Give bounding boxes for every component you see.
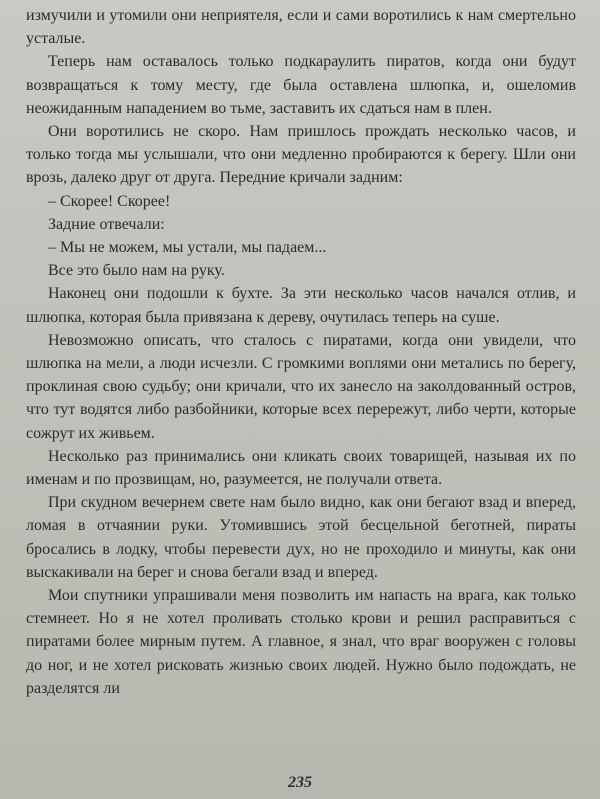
paragraph-6: Наконец они подошли к бухте. За эти несколько часов начался отлив, и шлюпка, которая была привязана к дереву, очутилась теперь на суше.: [26, 285, 576, 326]
body-text: [26, 4, 576, 700]
paragraph-2: Теперь нам оставалось только подкараулить пиратов, когда они будут возвращаться к тому месту, где была оставлена шлюпка, и, ошеломив неожиданным нападением во тьме, заставить их сдаться нам в плен.: [26, 53, 576, 117]
paragraph-1: измучили и утомили они неприятеля, если и сами воротились к нам смертельно усталые.: [26, 7, 576, 48]
paragraph-4: Задние отвечали:: [48, 215, 165, 233]
paragraph-3: Они воротились не скоро. Нам пришлось прождать несколько часов, и только тогда мы услышали, что они медленно пробираются к берегу. Шли они врозь, далеко друг от друга. Передние кричали задним:: [26, 123, 576, 187]
paragraph-8: Несколько раз принимались они кликать своих товарищей, называя их по именам и по прозвищам, но, разумеется, не получали ответа.: [26, 447, 576, 489]
paragraph-5: Все это было нам на руку.: [48, 262, 225, 280]
dialogue-line-2: – Мы не можем, мы устали, мы падаем...: [48, 239, 327, 257]
dialogue-line-1: – Скорее! Скорее!: [48, 192, 171, 210]
paragraph-9: При скудном вечернем свете нам было видно, как они бегают взад и вперед, ломая в отчаянии руки. Утомившись этой бесцельной беготней, пираты бросались в лодку, чтобы перевести дух, но не проходило и минуты, как они выскакивали на берег и снова бегали взад и вперед.: [26, 494, 576, 581]
paragraph-10: Мои спутники упрашивали меня позволить им напасть на врага, как только стемнеет. Но я не хотел проливать столько крови и решил расправиться с пиратами более мирным путем. А главное, я знал, что враг вооружен с головы до ног, и не хотел рисковать жизнью своих людей. Нужно было подождать, не разделятся ли: [26, 587, 576, 697]
paragraph-7: Невозможно описать, что сталось с пиратами, когда они увидели, что шлюпка на мели, а люди исчезли. С громкими воплями они метались по берегу, проклиная свою судьбу; они кричали, что их занесло на заколдованный остров, что тут водятся либо разбойники, которые всех перережут, либо черти, которые сожрут их живьем.: [26, 331, 576, 442]
page-number: 235: [288, 774, 312, 791]
